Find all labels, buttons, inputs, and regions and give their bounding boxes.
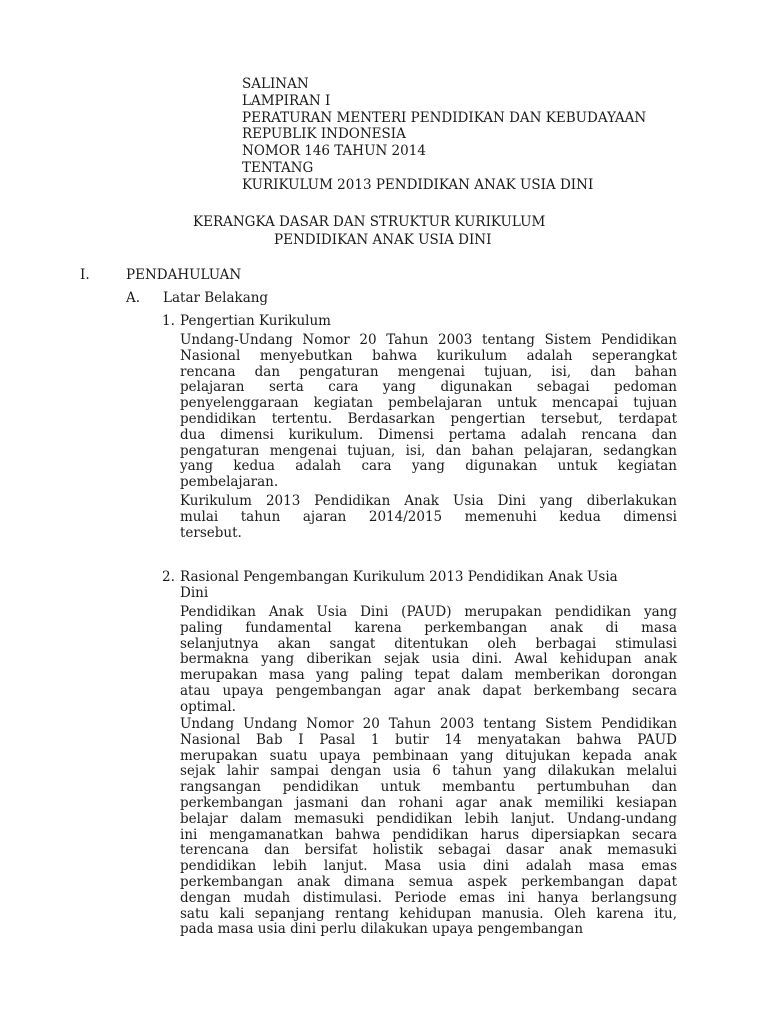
text-line: belajar dalam memasuki pendidikan lebih lanjut. Undang-undang xyxy=(180,810,677,827)
text-line: Undang-Undang Nomor 20 Tahun 2003 tentang Sistem Pendidikan xyxy=(180,332,677,348)
item-2-heading-line-1: Rasional Pengembangan Kurikulum 2013 Pendidikan Anak Usia xyxy=(180,569,618,585)
item-1-paragraph-2 xyxy=(180,494,677,541)
text-line: selanjutnya akan sangat ditentukan oleh berbagai stimulasi xyxy=(180,635,677,652)
text-line: Nasional Bab I Pasal 1 butir 14 menyatakan bahwa PAUD xyxy=(180,731,677,748)
text-line: rangsangan pendidikan untuk membantu pertumbuhan dan xyxy=(180,779,677,796)
text-line: ini mengamanatkan bahwa pendidikan harus dipersiapkan secara xyxy=(180,826,677,843)
text-line: Pendidikan Anak Usia Dini (PAUD) merupakan pendidikan yang xyxy=(180,604,677,620)
item-2-paragraph-1 xyxy=(180,605,677,716)
item-2-number: 2. xyxy=(162,569,175,585)
item-1-number: 1. xyxy=(162,313,175,329)
text-line: paling fundamental karena perkembangan anak di masa xyxy=(180,619,677,636)
text-line: perkembangan jasmani dan rohani agar anak memiliki kesiapan xyxy=(180,794,677,811)
header-line-lampiran: LAMPIRAN I xyxy=(242,92,331,109)
document-header xyxy=(242,76,646,194)
text-line: pendidikan tertentu. Berdasarkan pengertian tersebut, terdapat xyxy=(180,410,677,427)
text-line: pendidikan lebih lanjut. Masa usia dini adalah masa emas xyxy=(180,858,677,875)
subsection-heading: Latar Belakang xyxy=(163,290,269,306)
section-heading: PENDAHULUAN xyxy=(126,267,242,283)
text-line: mulai tahun ajaran 2014/2015 memenuhi kedua dimensi xyxy=(180,508,677,525)
text-line: bermakna yang diberikan sejak usia dini. Awal kehidupan anak xyxy=(180,651,677,668)
text-line: penyelenggaraan kegiatan pembelajaran untuk mencapai tujuan xyxy=(180,395,677,412)
text-line: dengan mudah distimulasi. Periode emas ini hanya berlangsung xyxy=(180,889,677,906)
text-line: merupakan masa yang paling tepat dalam memberikan dorongan xyxy=(180,667,677,684)
text-line: Undang Undang Nomor 20 Tahun 2003 tentang Sistem Pendidikan xyxy=(180,716,677,732)
text-line: tersebut. xyxy=(180,524,242,541)
title-line-1: KERANGKA DASAR DAN STRUKTUR KURIKULUM xyxy=(193,214,546,230)
text-line: satu kali sepanjang rentang kehidupan manusia. Oleh karena itu, xyxy=(180,905,677,922)
title-line-2: PENDIDIKAN ANAK USIA DINI xyxy=(274,231,492,248)
text-line: merupakan suatu upaya pembinaan yang ditujukan kepada anak xyxy=(180,747,677,764)
text-line: pada masa usia dini perlu dilakukan upaya pengembangan xyxy=(180,921,584,938)
text-line: optimal. xyxy=(180,698,236,715)
section-number: I. xyxy=(80,267,90,283)
header-line-tentang: TENTANG xyxy=(242,159,314,176)
subsection-letter: A. xyxy=(126,290,141,306)
header-line-nomor: NOMOR 146 TAHUN 2014 xyxy=(242,143,426,160)
item-2-paragraph-2 xyxy=(180,717,677,938)
text-line: Nasional menyebutkan bahwa kurikulum adalah seperangkat xyxy=(180,347,677,364)
text-line: pengaturan mengenai tujuan, isi, dan bahan pelajaran, sedangkan xyxy=(180,442,677,459)
text-line: perkembangan anak dimana semua aspek perkembangan dapat xyxy=(180,873,677,890)
header-line-republik: REPUBLIK INDONESIA xyxy=(242,126,406,143)
text-line: rencana dan pengaturan mengenai tujuan, isi, dan bahan xyxy=(180,363,677,380)
text-line: yang kedua adalah cara yang digunakan untuk kegiatan xyxy=(180,458,677,475)
text-line: Kurikulum 2013 Pendidikan Anak Usia Dini yang diberlakukan xyxy=(180,493,677,509)
text-line: atau upaya pengembangan agar anak dapat berkembang secara xyxy=(180,682,677,699)
item-1-paragraph-1 xyxy=(180,333,677,491)
item-2-heading-line-2: Dini xyxy=(180,585,209,601)
item-1-heading: Pengertian Kurikulum xyxy=(180,313,331,329)
header-line-kurikulum: KURIKULUM 2013 PENDIDIKAN ANAK USIA DINI xyxy=(242,176,594,193)
text-line: pelajaran serta cara yang digunakan sebagai pedoman xyxy=(180,379,677,396)
header-line-salinan: SALINAN xyxy=(242,76,309,92)
text-line: pembelajaran. xyxy=(180,474,279,491)
text-line: terencana dan bersifat holistik sebagai dasar anak memasuki xyxy=(180,842,677,859)
text-line: sejak lahir sampai dengan usia 6 tahun yang dilakukan melalui xyxy=(180,763,677,780)
text-line: dua dimensi kurikulum. Dimensi pertama adalah rencana dan xyxy=(180,426,677,443)
header-line-peraturan: PERATURAN MENTERI PENDIDIKAN DAN KEBUDAYAAN xyxy=(242,109,647,126)
